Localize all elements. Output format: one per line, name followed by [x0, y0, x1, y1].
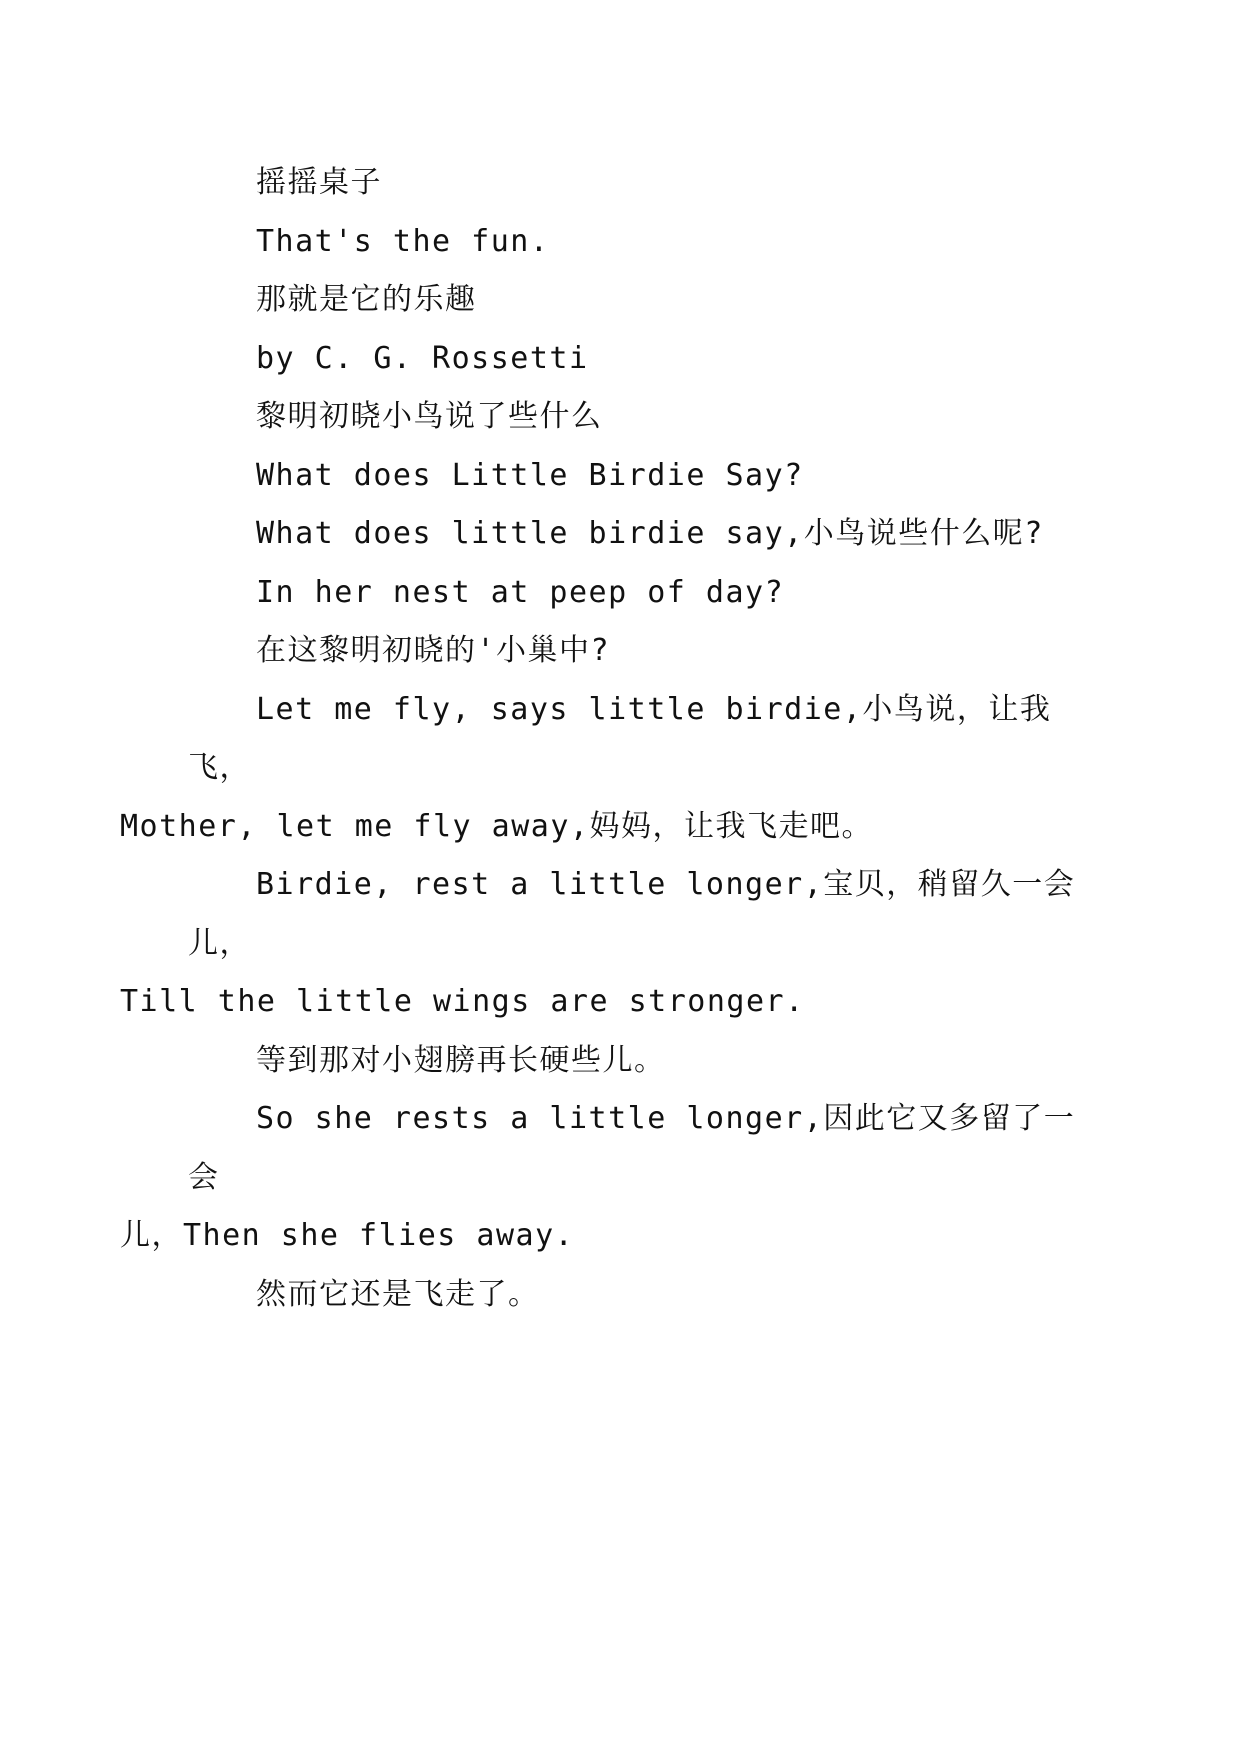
- paragraph: 黎明初晓小鸟说了些什么: [256, 399, 603, 434]
- paragraph-line-continued: Till the little wings are stronger.: [120, 984, 805, 1019]
- paragraph-line: So she rests a little longer,因此它又多留了一会: [188, 1101, 1076, 1195]
- paragraph: 在这黎明初晓的'小巢中?: [256, 633, 611, 668]
- paragraph: What does Little Birdie Say?: [256, 457, 804, 493]
- paragraph-line: Let me fly, says little birdie,小鸟说，让我飞，: [188, 691, 1052, 785]
- paragraph-wrapped: [120, 1090, 1088, 1266]
- paragraph: That's the fun.: [256, 223, 550, 259]
- paragraph: by C. G. Rossetti: [256, 340, 589, 376]
- paragraph-line: Birdie, rest a little longer,宝贝，稍留久一会儿，: [188, 867, 1076, 961]
- document-body: [120, 154, 1088, 1324]
- paragraph-line-continued: Mother, let me fly away,妈妈，让我飞走吧。: [120, 808, 873, 844]
- paragraph-line-continued: 儿，Then she flies away.: [120, 1218, 575, 1253]
- paragraph-wrapped: [120, 856, 1088, 1032]
- paragraph: In her nest at peep of day?: [256, 574, 785, 610]
- paragraph: 那就是它的乐趣: [256, 282, 477, 317]
- paragraph: 摇摇桌子: [256, 165, 382, 200]
- paragraph-wrapped: [120, 681, 1088, 857]
- paragraph: What does little birdie say,小鸟说些什么呢?: [256, 516, 1044, 551]
- paragraph: 等到那对小翅膀再长硬些儿。: [256, 1042, 666, 1078]
- paragraph: 然而它还是飞走了。: [256, 1276, 540, 1312]
